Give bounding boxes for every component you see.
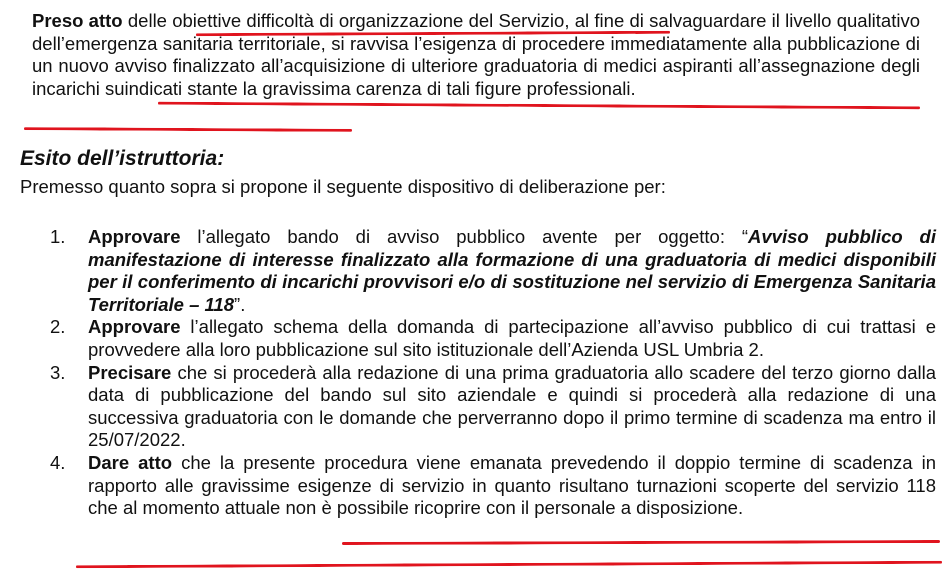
item-text: che si procederà alla redazione di una prima graduatoria allo scadere del terzo giorno dalla data di pubblicazione del bando sul sito aziendale e quindi si procederà alla redazione di una successiva graduatoria con le domande che perverranno dopo il primo termine di scadenza ma entro il 25/07/2022. (88, 361, 936, 451)
list-item (50, 362, 936, 452)
red-underline (158, 102, 920, 110)
text-b: , al fine di salvaguardare il livello qualitativo dell’emergenza sanitaria territoriale, si ravvisa l’esigenza di procedere immediatamente alla pubblicazione di un nuovo avviso finalizzato all’acquisizione di ulteriore graduatoria di (32, 10, 921, 77)
item-text: l’allegato schema della domanda di partecipazione all’avviso pubblico di cui trattasi e provvedere alla loro pubblicazione sul sito istituzionale dell’Azienda USL Umbria 2. (88, 316, 936, 360)
item-tail: ”. (234, 293, 246, 315)
bold-lead: Preso atto (32, 10, 123, 31)
item-number: 4. (50, 451, 66, 473)
item-verb: Dare atto (88, 451, 173, 473)
item-text: l’allegato bando di avviso pubblico avente per oggetto: “ (180, 226, 749, 247)
list-item (50, 226, 936, 316)
intro-text: Premesso quanto sopra si propone il seguente dispositivo di deliberazione per: (20, 176, 666, 197)
numbered-list (50, 226, 936, 520)
underlined-phrase-3: gravissime esigenze di servizio in quanto risultano turnazioni scoperte del servizio 118 che al momento attuale non è possibile ricoprire con il personale (88, 474, 936, 519)
item-verb: Approvare (88, 316, 181, 338)
list-item (50, 452, 936, 520)
item-verb: Approvare (88, 226, 181, 247)
item-text: che la presente procedura viene emanata prevedendo il doppio termine di scadenza in rapporto alle (88, 451, 936, 496)
item-number: 2. (50, 316, 66, 338)
item-number: 3. (50, 361, 66, 383)
item-number: 1. (50, 226, 66, 247)
text-a: delle (122, 10, 173, 31)
item-verb: Precisare (88, 361, 172, 383)
underlined-phrase-1: obiettive difficoltà di organizzazione del Servizio (172, 10, 565, 31)
red-underline (24, 127, 352, 132)
red-underline (76, 561, 942, 569)
text-c: . (630, 77, 636, 99)
item-tail: a disposizione. (615, 497, 744, 519)
paragraph-preso-atto (32, 10, 920, 100)
section-heading: Esito dell’istruttoria: (20, 147, 225, 170)
red-underline (342, 540, 940, 545)
list-item (50, 316, 936, 361)
underlined-phrase-2: medici aspiranti all’assegnazione degli incarichi suindicati stante la gravissima carenza di tali figure professionali (32, 55, 920, 99)
item-title: Avviso pubblico di manifestazione di interesse finalizzato alla formazione di una graduatoria di medici disponibili per il conferimento di incarichi provvisori e/o di sostituzione nel servizio di Emergenza Sanitaria Territoriale – 118 (88, 226, 936, 315)
